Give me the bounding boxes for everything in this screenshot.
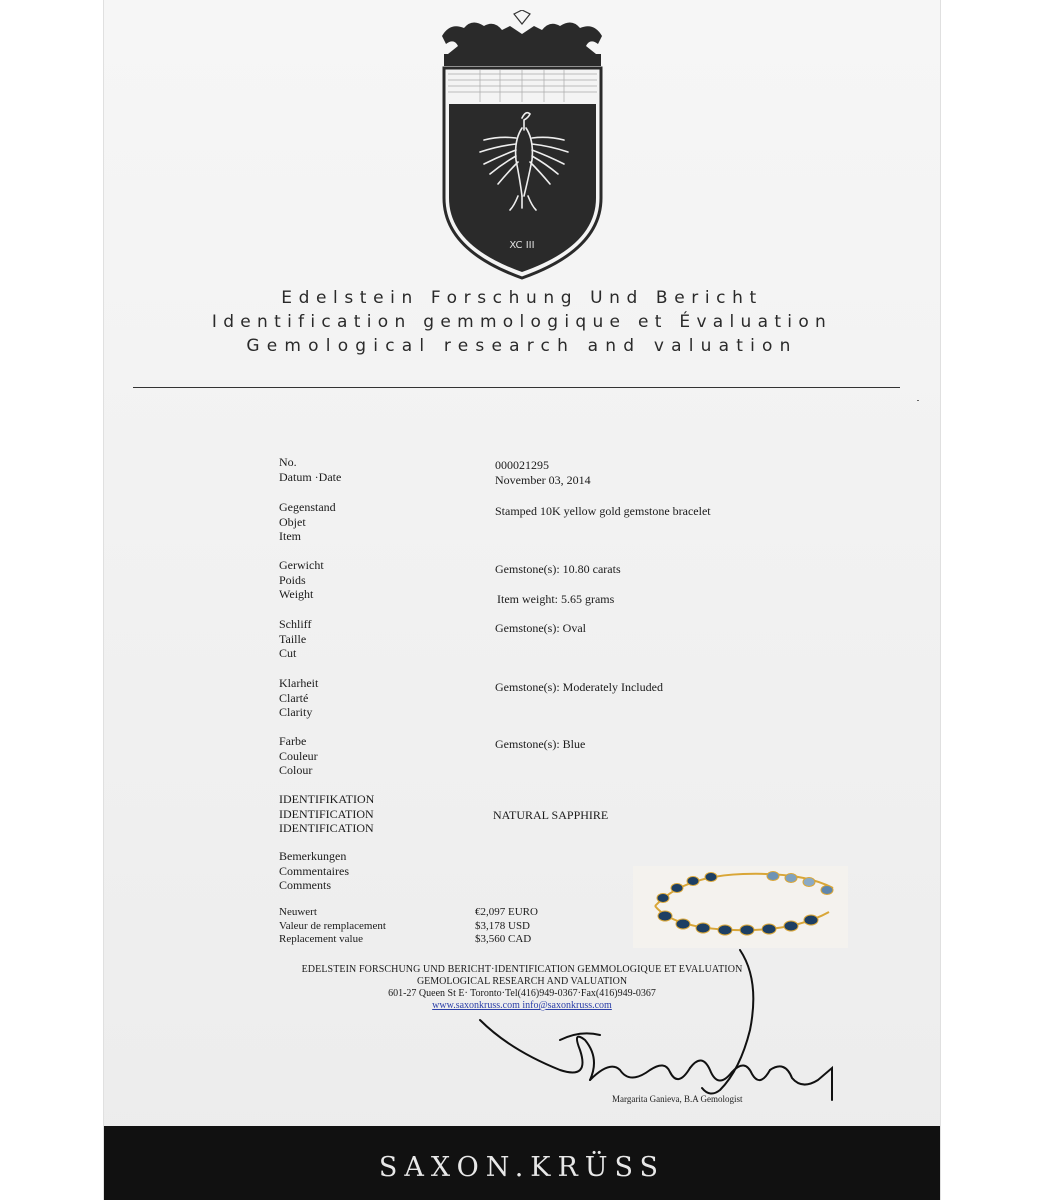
clarity-value: Gemstone(s): Moderately Included: [495, 680, 663, 694]
identification-label: IDENTIFIKATION IDENTIFICATION IDENTIFICATION: [279, 792, 375, 835]
identification-value: NATURAL SAPPHIRE: [493, 808, 609, 822]
valuation-label: Neuwert Valeur de remplacement Replacement value: [279, 906, 386, 945]
weight-item-value: Item weight: 5.65 grams: [497, 592, 615, 606]
signatory-name: Margarita Ganieva, B.A Gemologist: [612, 1094, 743, 1104]
clarity-label: Klarheit Clarté Clarity: [279, 676, 319, 719]
comments-label: Bemerkungen Commentaires Comments: [279, 849, 349, 892]
crest-numeral: XC III: [509, 240, 535, 251]
number-label: No.: [279, 455, 297, 469]
signature-icon: [440, 940, 840, 1110]
item-value: Stamped 10K yellow gold gemstone bracelet: [495, 504, 711, 518]
divider-mark: [917, 400, 919, 401]
footer-web-email-link[interactable]: www.saxonkruss.com info@saxonkruss.com: [432, 1000, 612, 1011]
footer-company-line: EDELSTEIN FORSCHUNG UND BERICHT·IDENTIFICATION GEMMOLOGIQUE ET EVALUATION: [301, 964, 743, 975]
cut-value: Gemstone(s): Oval: [495, 621, 586, 635]
header-line-french: Identification gemmologique et Évaluation: [211, 312, 833, 332]
colour-label: Farbe Couleur Colour: [279, 734, 318, 777]
header-line-german: Edelstein Forschung Und Bericht: [281, 288, 763, 308]
cut-label: Schliff Taille Cut: [279, 617, 312, 660]
bracelet-image-icon: [633, 866, 848, 948]
colour-value: Gemstone(s): Blue: [495, 737, 586, 751]
date-value: November 03, 2014: [495, 473, 591, 487]
bracelet-photo: [633, 866, 848, 948]
header-divider: [133, 387, 900, 388]
footer-subtitle-line: GEMOLOGICAL RESEARCH AND VALUATION: [416, 976, 628, 987]
number-value: 000021295: [495, 458, 549, 472]
weight-gem-value: Gemstone(s): 10.80 carats: [495, 562, 621, 576]
crest-eagle-shield-icon: [440, 10, 605, 285]
footer-address-line: 601-27 Queen St E· Toronto·Tel(416)949-0367·Fax(416)949-0367: [388, 988, 656, 999]
valuation-values: €2,097 EURO $3,178 USD $3,560 CAD: [475, 906, 538, 945]
item-label: Gegenstand Objet Item: [279, 500, 336, 543]
header-line-english: Gemological research and valuation: [246, 336, 798, 356]
brand-logo: SAXON.KRÜSS: [378, 1152, 666, 1183]
date-label: Datum ·Date: [279, 470, 342, 484]
weight-label: Gerwicht Poids Weight: [279, 558, 324, 601]
